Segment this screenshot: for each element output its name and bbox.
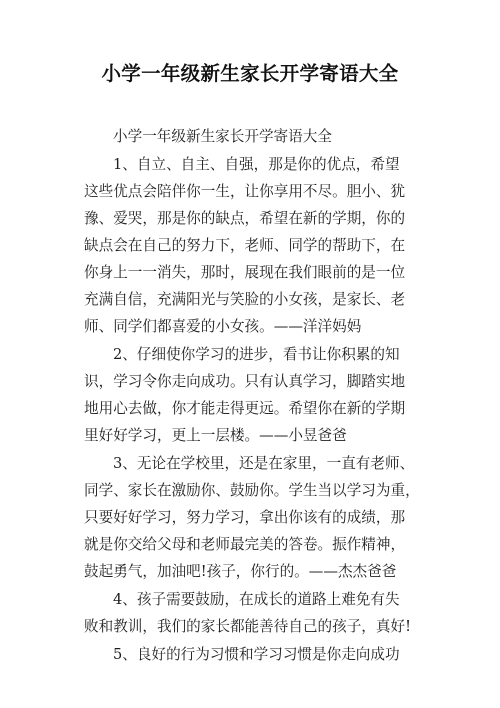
paragraph-3-line-2: 同学、家长在激励你、鼓励你。学生当以学习为重， xyxy=(84,482,420,499)
paragraph-1-line-2: 这些优点会陪伴你一生，让你享用不尽。胆小、犹 xyxy=(84,183,406,200)
paragraph-2-line-4: 里好好学习，更上一层楼。——小昱爸爸 xyxy=(84,427,347,444)
paragraph-1-line-7: 师、同学们都喜爱的小女孩。——洋洋妈妈 xyxy=(84,318,362,335)
paragraph-4-line-2: 败和教训，我们的家长都能善待自己的孩子，真好! xyxy=(84,618,411,635)
document-title: 小学一年级新生家长开学寄语大全 xyxy=(101,62,399,85)
paragraph-1-line-1: 1、自立、自主、自强，那是你的优点，希望 xyxy=(113,156,400,173)
paragraph-5-line-1: 5、良好的行为习惯和学习习惯是你走向成功 xyxy=(113,646,400,663)
paragraph-2-line-1: 2、仔细使你学习的进步，看书让你积累的知 xyxy=(113,346,400,363)
paragraph-3-line-4: 就是你交给父母和老师最完美的答卷。振作精神， xyxy=(84,536,406,553)
paragraph-2-line-2: 识，学习令你走向成功。只有认真学习，脚踏实地 xyxy=(84,373,406,390)
paragraph-2-line-3: 地用心去做，你才能走得更远。希望你在新的学期 xyxy=(84,400,406,417)
paragraph-3-line-5: 鼓起勇气，加油吧!孩子，你行的。——杰杰爸爸 xyxy=(84,563,397,580)
paragraph-1-line-3: 豫、爱哭，那是你的缺点，希望在新的学期，你的 xyxy=(84,210,406,227)
subtitle-line: 小学一年级新生家长开学寄语大全 xyxy=(113,128,332,145)
paragraph-1-line-6: 充满自信，充满阳光与笑脸的小女孩，是家长、老 xyxy=(84,291,406,308)
paragraph-3-line-3: 只要好好学习，努力学习，拿出你该有的成绩，那 xyxy=(84,509,406,526)
paragraph-1-line-4: 缺点会在自己的努力下，老师、同学的帮助下，在 xyxy=(84,237,406,254)
paragraph-3-line-1: 3、无论在学校里，还是在家里，一直有老师、 xyxy=(113,455,415,472)
paragraph-4-line-1: 4、孩子需要鼓励，在成长的道路上难免有失 xyxy=(113,591,400,608)
paragraph-1-line-5: 你身上一一消失，那时，展现在我们眼前的是一位 xyxy=(84,264,406,281)
